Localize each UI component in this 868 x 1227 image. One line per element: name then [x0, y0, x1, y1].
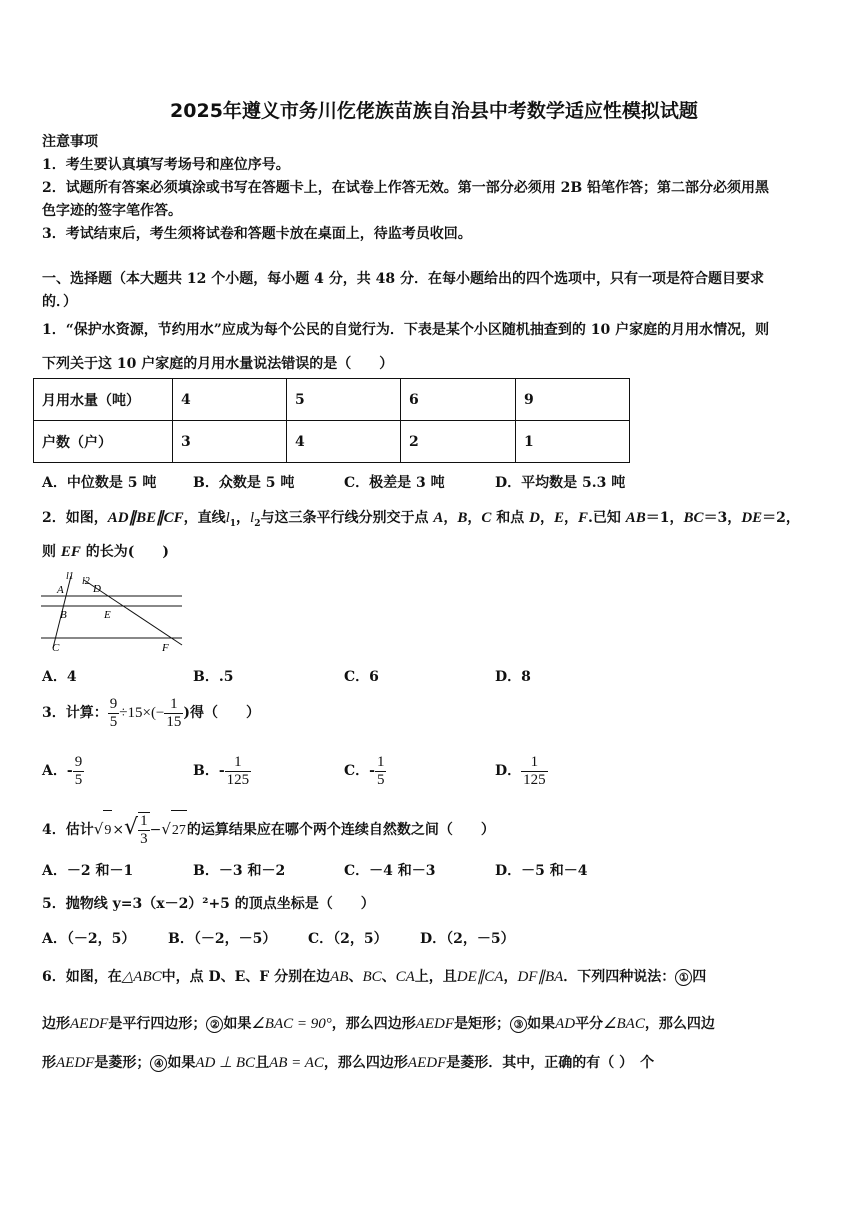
question-6-line-1 [42, 966, 706, 986]
numerator: 1 [164, 696, 183, 714]
label-l2: l2 [82, 576, 90, 587]
option-c: C．极差是 3 吨 [344, 475, 445, 491]
q2-text-segment: 2．如图， [42, 510, 108, 526]
table-cell: 3 [173, 421, 287, 463]
option-b: B．.5 [193, 669, 234, 685]
q6-math: AB [330, 969, 349, 985]
q2-var: E [554, 510, 565, 526]
q6-text-segment: 形 [42, 1055, 56, 1071]
q2-text-segment: ， [443, 510, 458, 526]
q3-suffix: )得（ ） [183, 705, 261, 721]
q6-text-segment: 边形 [42, 1016, 70, 1032]
question-6-line-3 [42, 1052, 654, 1072]
section-heading: 一、选择题（本大题共 12 个小题，每小题 4 分，共 48 分．在每小题给出的四个选项中，只有一项是符合题目要求 [42, 271, 764, 287]
fraction [225, 754, 252, 789]
denominator: 125 [523, 771, 546, 788]
fraction [164, 696, 183, 731]
table-cell: 户数（户） [34, 421, 173, 463]
numerator: 9 [74, 753, 83, 770]
radicand: 9 [103, 810, 112, 851]
option-label: C．- [344, 763, 375, 779]
fraction [521, 754, 548, 789]
q6-text-segment: ，那么四边 [644, 1016, 715, 1032]
q6-math: BC [362, 969, 382, 985]
option-b: B．（－2，－5） [168, 931, 277, 947]
q2-text-segment: ， [236, 510, 251, 526]
page-title: 2025年遵义市务川仡佬族苗族自治县中考数学适应性模拟试题 [170, 100, 698, 122]
notice-item: 色字迹的签字笔作答。 [42, 203, 182, 219]
sqrt-icon: √ [161, 820, 171, 838]
q3-operator: ÷15×(− [119, 705, 165, 721]
q6-text-segment: 四 [692, 969, 707, 985]
q2-var: l [225, 510, 230, 526]
q6-math: AEDF [70, 1016, 109, 1032]
q6-math: AD [555, 1016, 576, 1032]
circled-number: ① [675, 969, 692, 986]
q6-text-segment: ，那么四边形 [323, 1055, 408, 1071]
option-d: D．－5 和－4 [495, 863, 588, 879]
q4-prefix: 4．估计 [42, 822, 94, 838]
fraction [108, 696, 120, 731]
circled-number: ④ [150, 1055, 167, 1072]
table-row [34, 421, 630, 463]
option-b: B．众数是 5 吨 [193, 475, 295, 491]
q2-text-segment: ，直线 [183, 510, 226, 526]
q2-var: C [481, 510, 492, 526]
q3-prefix: 3．计算： [42, 705, 108, 721]
question-4-text [42, 808, 495, 851]
section-heading-cont: 的．） [42, 294, 77, 310]
q2-var: A [433, 510, 444, 526]
option-a [42, 751, 84, 791]
label-b: B [60, 609, 67, 621]
q6-text-segment: 是平行四边形； [108, 1016, 207, 1032]
q6-math: AB = AC [269, 1055, 324, 1071]
table-cell: 4 [287, 421, 401, 463]
table-cell: 5 [287, 379, 401, 421]
denominator: 5 [109, 713, 118, 730]
circled-number: ③ [510, 1016, 527, 1033]
q6-text-segment: 、 [381, 969, 396, 985]
q6-text-segment: 且 [255, 1055, 270, 1071]
notice-item: 2．试题所有答案必须填涂或书写在答题卡上，在试卷上作答无效。第一部分必须用 2B 铅笔作答；第二部分必须用黑 [42, 180, 770, 196]
question-1-text-cont: 下列关于这 10 户家庭的月用水量说法错误的是（ ） [42, 356, 394, 372]
numerator: 1 [225, 754, 252, 772]
option-c: C．6 [344, 669, 379, 685]
q6-text-segment: 是菱形； [94, 1055, 151, 1071]
option-b: B．－3 和－2 [193, 863, 286, 879]
q6-text-segment: 上，且 [414, 969, 457, 985]
q2-text-segment: 与这三条平行线分别交于点 [260, 510, 434, 526]
q6-math: AD ⊥ BC [195, 1055, 256, 1071]
q6-math: DF∥BA [517, 969, 564, 985]
option-d: D．平均数是 5.3 吨 [495, 475, 626, 491]
question-1-text: 1．“保护水资源，节约用水”应成为每个公民的自觉行为．下表是某个小区随机抽查到的 10 户家庭的月用水情况，则 [42, 322, 770, 338]
q6-text-segment: 、 [348, 969, 363, 985]
label-c: C [52, 642, 60, 654]
question-2-text-cont [42, 541, 169, 561]
q6-text-segment: 如果 [527, 1016, 556, 1032]
q2-text-segment: ， [540, 510, 554, 526]
q6-math: CA [395, 969, 415, 985]
label-a: A [57, 584, 64, 596]
q6-text-segment: 平分 [575, 1016, 604, 1032]
q2-var: BC [683, 510, 704, 526]
option-c: C．－4 和－3 [344, 863, 436, 879]
label-l1: l1 [66, 571, 74, 582]
q6-math: DE∥CA [456, 969, 504, 985]
question-2-text [42, 507, 800, 529]
option-d: D．8 [495, 669, 531, 685]
q2-var: DE [741, 510, 763, 526]
denominator: 5 [376, 771, 385, 788]
q4-suffix: 的运算结果应在哪个两个连续自然数之间（ ） [186, 822, 495, 838]
notice-item: 3．考试结束后，考生须将试卷和答题卡放在桌面上，待监考员收回。 [42, 226, 472, 242]
q2-text-segment: 的长为( ) [80, 544, 170, 560]
q4-operator: × [112, 822, 125, 838]
table-cell: 月用水量（吨） [34, 379, 173, 421]
option-a: A．－2 和－1 [42, 863, 134, 879]
q6-text-segment: 中，点 D、E、F 分别在边 [161, 969, 331, 985]
fraction [73, 754, 85, 789]
q2-subscript: 1 [229, 518, 237, 529]
option-a: A．中位数是 5 吨 [42, 475, 157, 491]
circled-number: ② [206, 1016, 223, 1033]
q6-math: ∠BAC [603, 1016, 645, 1032]
question-3-text [42, 693, 260, 733]
q6-text-segment: ．下列四种说法： [563, 969, 676, 985]
table-cell: 4 [173, 379, 287, 421]
denominator: 5 [74, 771, 83, 788]
water-usage-table [33, 378, 630, 463]
option-a: A．4 [42, 669, 77, 685]
option-d: D．（2，－5） [420, 931, 515, 947]
q6-text-segment: 6．如图，在 [42, 969, 122, 985]
notice-item: 1．考生要认真填写考场号和座位序号。 [42, 157, 290, 173]
table-row [34, 379, 630, 421]
sqrt-icon: √ [93, 820, 104, 838]
table-cell: 2 [401, 421, 516, 463]
label-f: F [162, 642, 169, 654]
label-d: D [93, 583, 101, 595]
q4-operator: − [149, 822, 162, 838]
q2-text-segment: 和点 [491, 510, 530, 526]
option-label: D． [495, 763, 522, 779]
denominator: 125 [226, 771, 250, 788]
numerator: 1 [140, 813, 148, 829]
q2-var: l [250, 510, 255, 526]
option-c [344, 751, 386, 791]
q6-text-segment: 是矩形； [454, 1016, 511, 1032]
q6-text-segment: 如果 [223, 1016, 252, 1032]
q2-text-segment: ＝2， [762, 510, 800, 526]
q6-text-segment: ，那么四边形 [331, 1016, 416, 1032]
q6-text-segment: ， [503, 969, 518, 985]
table-cell: 9 [516, 379, 630, 421]
q2-parallel-expr: AD∥BE∥CF [107, 510, 184, 526]
numerator: 1 [376, 753, 385, 770]
fraction [138, 812, 150, 848]
q2-var: F [578, 510, 589, 526]
fraction [375, 754, 387, 789]
numerator: 1 [521, 754, 548, 772]
q2-subscript: 2 [254, 518, 261, 529]
option-a: A．（－2，5） [42, 931, 136, 947]
notice-heading: 注意事项 [42, 134, 98, 150]
q2-var: D [529, 510, 540, 526]
q6-text-segment: 是菱形．其中，正确的有（ ） 个 [446, 1055, 655, 1071]
numerator: 9 [109, 695, 118, 712]
table-cell: 6 [401, 379, 516, 421]
q6-text-segment: 如果 [167, 1055, 196, 1071]
q2-var: AB [625, 510, 646, 526]
q2-text-segment: ＝1， [645, 510, 684, 526]
q2-text-segment: 则 [42, 544, 61, 560]
q2-var: EF [60, 544, 81, 560]
option-b [193, 751, 251, 791]
denominator: 3 [140, 831, 148, 847]
q6-math: ∠BAC = 90° [251, 1016, 332, 1032]
radicand: 27 [171, 810, 187, 851]
q2-text-segment: ＝3， [703, 510, 742, 526]
label-e: E [104, 609, 111, 621]
q6-math: AEDF [56, 1055, 95, 1071]
question-5-text: 5．抛物线 y=3（x－2）²+5 的顶点坐标是（ ） [42, 896, 375, 912]
denominator: 15 [166, 713, 182, 730]
q6-math: AEDF [407, 1055, 447, 1071]
q2-text-segment: .已知 [588, 510, 626, 526]
parallel-lines-figure [38, 570, 188, 655]
q6-math: △ABC [121, 969, 162, 985]
q2-text-segment: ， [467, 510, 482, 526]
sqrt-icon: √ [124, 815, 139, 840]
question-6-line-2 [42, 1013, 715, 1033]
option-c: C．（2，5） [308, 931, 388, 947]
q6-math: AEDF [415, 1016, 455, 1032]
option-d [495, 751, 548, 791]
option-label: A．- [42, 763, 73, 779]
q2-text-segment: ， [564, 510, 579, 526]
table-cell: 1 [516, 421, 630, 463]
q2-var: B [457, 510, 468, 526]
option-label: B．- [193, 763, 225, 779]
